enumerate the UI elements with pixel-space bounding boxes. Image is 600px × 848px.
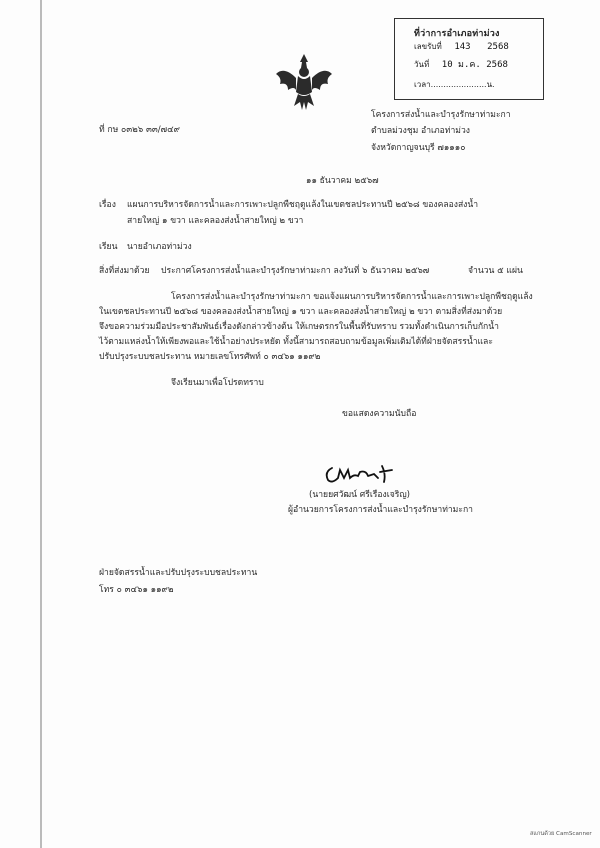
attachment-label: สิ่งที่ส่งมาด้วย: [99, 266, 150, 276]
attachment-value: ประกาศโครงการส่งน้ำและบำรุงรักษาท่ามะกา ลงวันที่ ๖ ธันวาคม ๒๕๖๗: [161, 266, 430, 276]
stamp-date-label: วันที่: [414, 60, 430, 69]
attachment-count: จำนวน ๕ แผ่น: [468, 266, 523, 276]
org-line-3: จังหวัดกาญจนบุรี ๗๑๑๑๐: [371, 143, 466, 153]
org-line-1: โครงการส่งน้ำและบำรุงรักษาท่ามะกา: [371, 110, 511, 120]
subject-label: เรื่อง: [99, 200, 116, 210]
body-line-3: จึงขอความร่วมมือประชาสัมพันธ์เรื่องดังกล่าวข้างต้น ให้เกษตรกรในพื้นที่รับทราบ รวมทั้งดำเนินการเก็บกักน้ำ: [99, 322, 499, 332]
closing-line: จึงเรียนมาเพื่อโปรดทราบ: [171, 378, 264, 388]
stamp-title: ที่ว่าการอำเภอท่าม่วง: [414, 29, 500, 39]
to-value: นายอำเภอท่าม่วง: [127, 242, 192, 252]
page-edge-line: [40, 0, 42, 848]
signer-position: ผู้อำนวยการโครงการส่งน้ำและบำรุงรักษาท่ามะกา: [288, 505, 473, 515]
to-label: เรียน: [99, 242, 118, 252]
receive-stamp: [394, 18, 544, 100]
subject-line-1: แผนการบริหารจัดการน้ำและการเพาะปลูกพืชฤดูแล้งในเขตชลประทานปี ๒๕๖๘ ของคลองส่งน้ำ: [127, 200, 479, 210]
body-line-2: ในเขตชลประทานปี ๒๕๖๘ ของคลองส่งน้ำสายใหญ่ ๑ ขวา และคลองส่งน้ำสายใหญ่ ๒ ขวา ตามสิ่งที่ส่งมาด้วย: [99, 307, 503, 317]
stamp-receive-row: [414, 42, 509, 52]
stamp-date-value: 10 ม.ค. 2568: [441, 60, 508, 70]
body-line-4: ไว้ตามแหล่งน้ำให้เพียงพอและใช้น้ำอย่างประหยัด ทั้งนี้สามารถสอบถามข้อมูลเพิ่มเติมได้ที่ฝ่ายจัดสรรน้ำและ: [99, 337, 493, 347]
org-line-2: ตำบลม่วงชุม อำเภอท่าม่วง: [371, 126, 470, 136]
stamp-receive-no: 143: [454, 42, 471, 52]
signer-name: (นายยศวัฒน์ ศรีเรืองเจริญ): [309, 490, 411, 500]
stamp-time-row: เวลา......................น.: [414, 80, 495, 89]
stamp-date-row: [414, 60, 508, 70]
subject-line-2: สายใหญ่ ๑ ขวา และคลองส่งน้ำสายใหญ่ ๒ ขวา: [127, 216, 304, 226]
document-number: ที่ กษ ๐๓๒๖ ๓๓/๗๔๙: [99, 125, 180, 135]
document-date: ๑๑ ธันวาคม ๒๕๖๗: [306, 176, 379, 186]
regards-line: ขอแสดงความนับถือ: [342, 409, 417, 419]
body-line-5: ปรับปรุงระบบชลประทาน หมายเลขโทรศัพท์ ๐ ๓๔๖๑ ๑๑๙๒: [99, 352, 321, 362]
stamp-receive-year: 2568: [487, 42, 509, 52]
garuda-emblem-icon: [274, 52, 334, 114]
signature-icon: [322, 460, 402, 486]
scanner-watermark: สแกนด้วย CamScanner: [530, 831, 592, 837]
footer-dept-name: ฝ่ายจัดสรรน้ำและปรับปรุงระบบชลประทาน: [99, 568, 258, 578]
stamp-receive-label: เลขรับที่: [414, 42, 442, 51]
body-line-1: โครงการส่งน้ำและบำรุงรักษาท่ามะกา ขอแจ้งแผนการบริหารจัดการน้ำและการเพาะปลูกพืชฤดูแล้ง: [171, 292, 533, 302]
footer-dept-phone: โทร ๐ ๓๔๖๑ ๑๑๙๒: [99, 585, 174, 595]
